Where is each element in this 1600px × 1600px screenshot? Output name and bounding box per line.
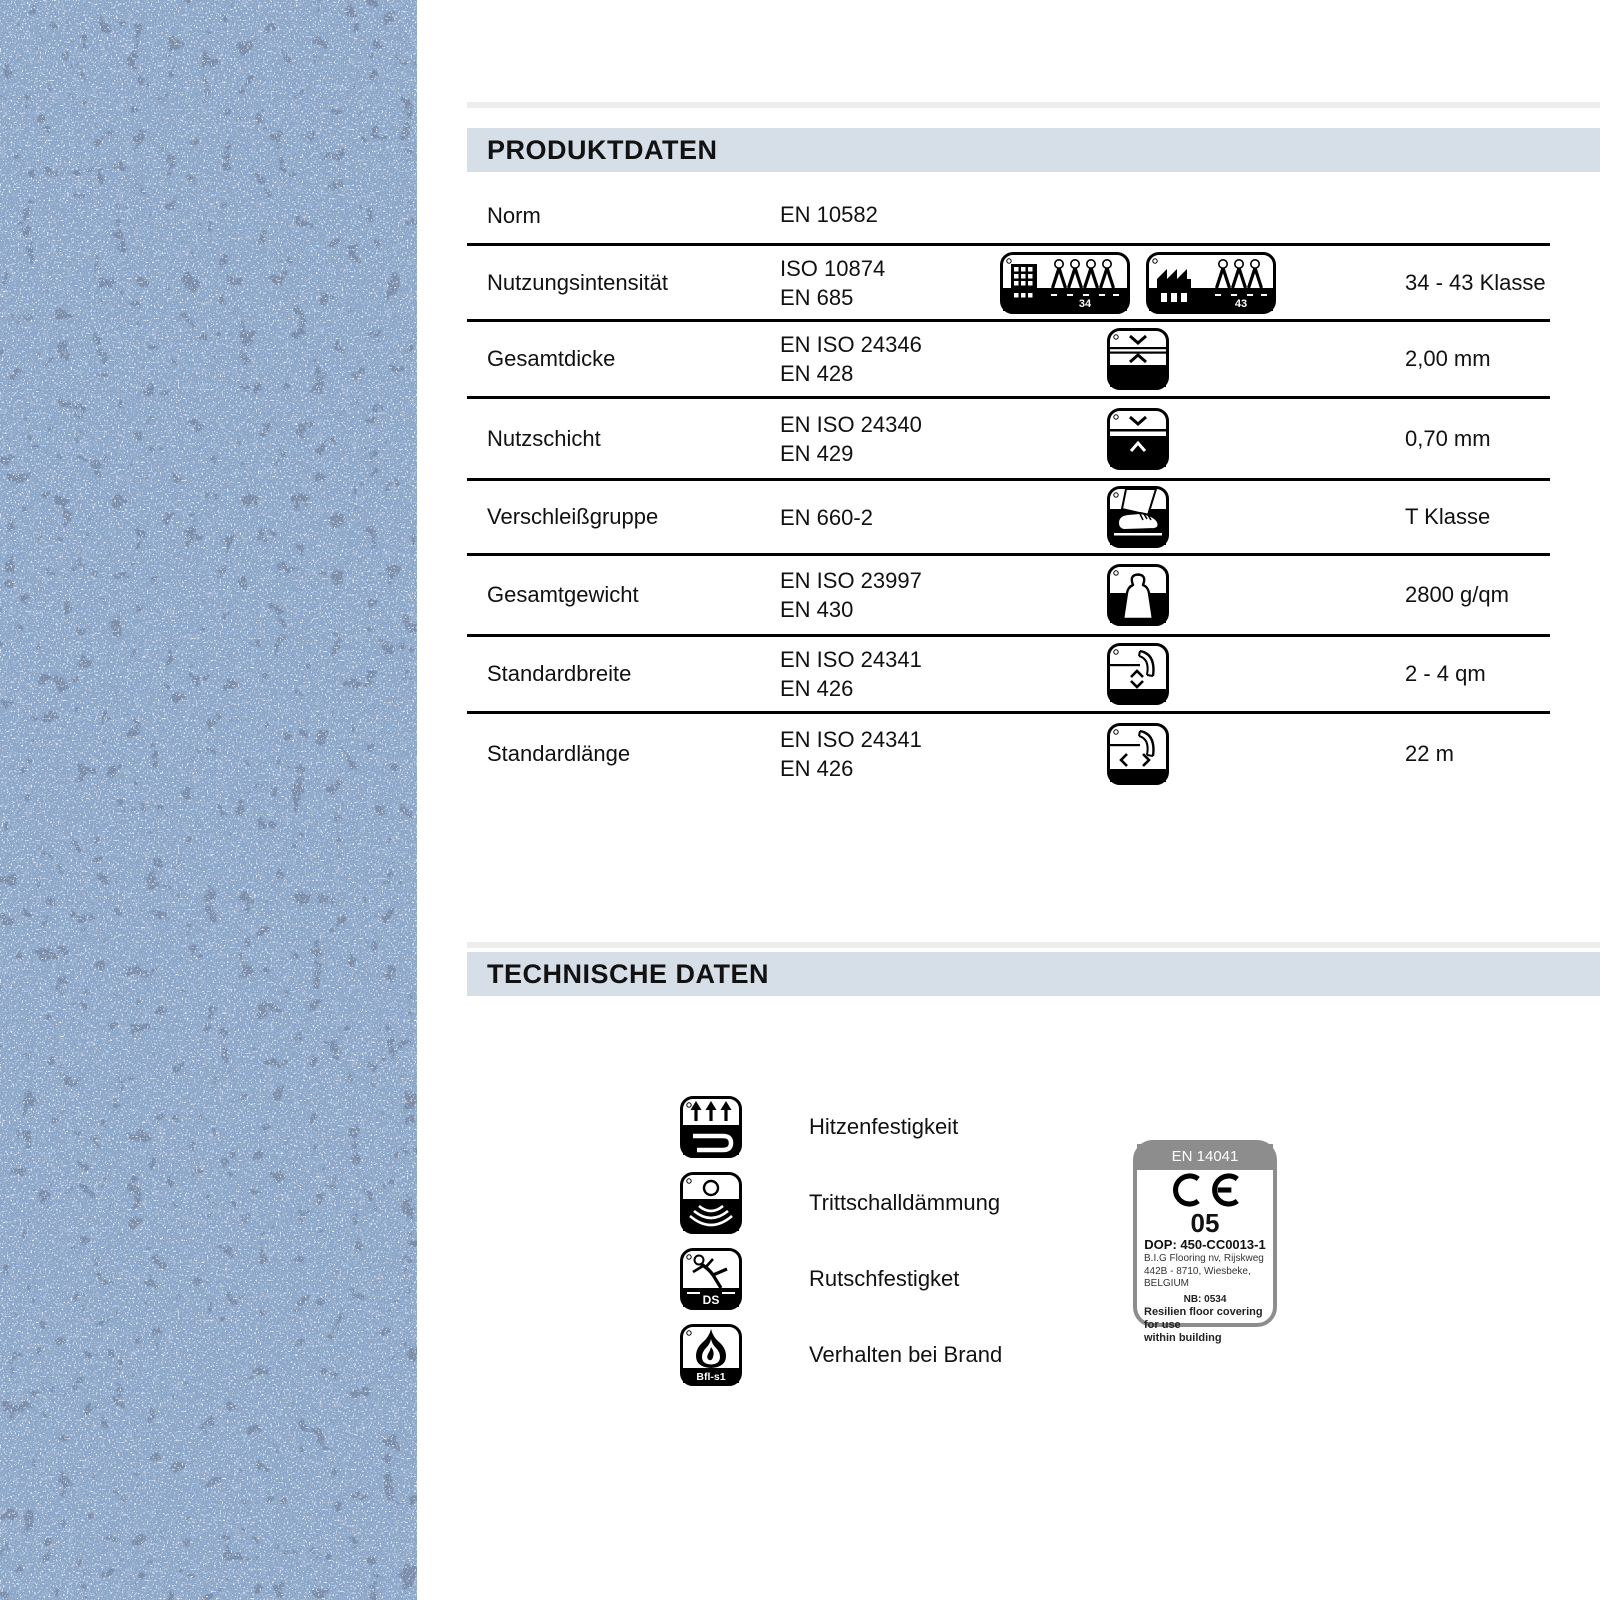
tech-item-heat xyxy=(680,1096,1002,1158)
row-label: Nutzschicht xyxy=(487,425,601,451)
slip-resistance-badge: DS xyxy=(702,1293,720,1307)
table-row-gesamtdicke xyxy=(467,322,1550,399)
produktdaten-title: PRODUKTDATEN xyxy=(487,134,718,165)
tech-item-label: Rutschfestigket xyxy=(809,1266,960,1291)
tech-item-label: Trittschalldämmung xyxy=(809,1190,1001,1215)
heat-resistance-icon xyxy=(680,1096,742,1158)
row-norms xyxy=(780,566,1000,624)
norm-line: EN 426 xyxy=(780,756,854,781)
row-norms xyxy=(780,645,1000,703)
row-norms xyxy=(780,200,1000,229)
row-norms xyxy=(780,725,1000,783)
tech-item-impact-sound xyxy=(680,1172,1002,1234)
row-value: 34 - 43 Klasse xyxy=(1405,269,1546,295)
wear-group-shoe-icon xyxy=(1107,486,1169,548)
norm-line: EN ISO 23997 xyxy=(780,568,922,593)
divider-rule-top xyxy=(467,102,1600,108)
row-value: 0,70 mm xyxy=(1405,425,1491,451)
usage-class-34-badge: 34 xyxy=(1078,297,1092,310)
norm-line: EN ISO 24341 xyxy=(780,647,922,672)
table-row-norm xyxy=(467,172,1550,246)
table-row-standardbreite xyxy=(467,637,1550,714)
technische-daten-title: TECHNISCHE DATEN xyxy=(487,958,770,989)
ce-description-line2: within building xyxy=(1144,1331,1222,1344)
fire-behavior-badge: Bfl-s1 xyxy=(696,1371,726,1383)
ce-address-line2: 442B - 8710, Wiesbeke, BELGIUM xyxy=(1144,1265,1251,1289)
row-value: 2,00 mm xyxy=(1405,346,1491,371)
row-norms xyxy=(780,330,1000,388)
ce-notified-body: NB: 0534 xyxy=(1183,1293,1227,1305)
impact-sound-icon xyxy=(680,1172,742,1234)
ce-mark-icon xyxy=(1137,1170,1273,1211)
row-label: Norm xyxy=(487,203,541,228)
row-value: T Klasse xyxy=(1405,504,1491,529)
tech-item-label: Hitzenfestigkeit xyxy=(809,1114,959,1139)
divider-rule-bottom xyxy=(467,942,1600,948)
row-value: 2 - 4 qm xyxy=(1405,661,1486,686)
ce-standard: EN 14041 xyxy=(1137,1144,1273,1170)
row-value: 2800 g/qm xyxy=(1405,582,1509,607)
roll-length-icon xyxy=(1107,723,1169,785)
tech-item-fire xyxy=(680,1324,1002,1386)
slip-resistance-icon xyxy=(680,1248,742,1310)
ce-year: 05 xyxy=(1190,1208,1220,1238)
roll-width-icon xyxy=(1107,643,1169,705)
norm-line: EN 429 xyxy=(780,440,854,466)
product-data-table xyxy=(467,172,1550,794)
norm-line: EN 428 xyxy=(780,361,854,386)
row-norms xyxy=(780,410,1000,468)
norm-line: EN 685 xyxy=(780,284,854,310)
row-label: Gesamtdicke xyxy=(487,346,616,371)
row-value: 22 m xyxy=(1405,741,1454,766)
ce-certificate-label xyxy=(1133,1140,1277,1344)
technical-data-list xyxy=(680,1096,1002,1400)
table-row-standardlaenge xyxy=(467,714,1550,794)
norm-line: EN ISO 24341 xyxy=(780,727,922,752)
usage-class-43-icon xyxy=(1146,252,1276,314)
usage-class-43-badge: 43 xyxy=(1234,297,1248,310)
produktdaten-section-band xyxy=(467,128,1600,172)
usage-class-34-icon xyxy=(1000,252,1130,314)
ce-address-line1: B.I.G Flooring nv, Rijskweg xyxy=(1144,1253,1264,1264)
tech-item-slip xyxy=(680,1248,1002,1310)
table-row-verschleissgruppe xyxy=(467,481,1550,556)
wear-layer-icon xyxy=(1107,408,1169,470)
row-label: Nutzungsintensität xyxy=(487,269,668,295)
norm-line: EN ISO 24340 xyxy=(780,411,922,437)
norm-line: EN ISO 24346 xyxy=(780,332,922,357)
norm-line: ISO 10874 xyxy=(780,255,886,281)
row-label: Standardbreite xyxy=(487,661,632,686)
norm-line: EN 10582 xyxy=(780,202,878,227)
norm-line: EN 660-2 xyxy=(780,504,873,530)
floor-sample-image xyxy=(0,0,417,1600)
fire-behavior-icon xyxy=(680,1324,742,1386)
table-row-gesamtgewicht xyxy=(467,556,1550,637)
total-weight-icon xyxy=(1107,564,1169,626)
table-row-nutzschicht xyxy=(467,399,1550,481)
row-label: Standardlänge xyxy=(487,741,631,766)
norm-line: EN 426 xyxy=(780,676,854,701)
row-norms xyxy=(780,254,1000,312)
tech-item-label: Verhalten bei Brand xyxy=(809,1342,1003,1367)
total-thickness-icon xyxy=(1107,328,1169,390)
row-norms xyxy=(780,503,1000,532)
ce-description-line1: Resilien floor covering for use xyxy=(1144,1305,1263,1331)
table-row-nutzungsintensitaet xyxy=(467,246,1550,322)
row-label: Gesamtgewicht xyxy=(487,582,639,607)
norm-line: EN 430 xyxy=(780,597,854,622)
row-label: Verschleißgruppe xyxy=(487,504,659,529)
technische-daten-section-band xyxy=(467,952,1600,996)
ce-dop-number: DOP: 450-CC0013-1 xyxy=(1144,1237,1266,1252)
